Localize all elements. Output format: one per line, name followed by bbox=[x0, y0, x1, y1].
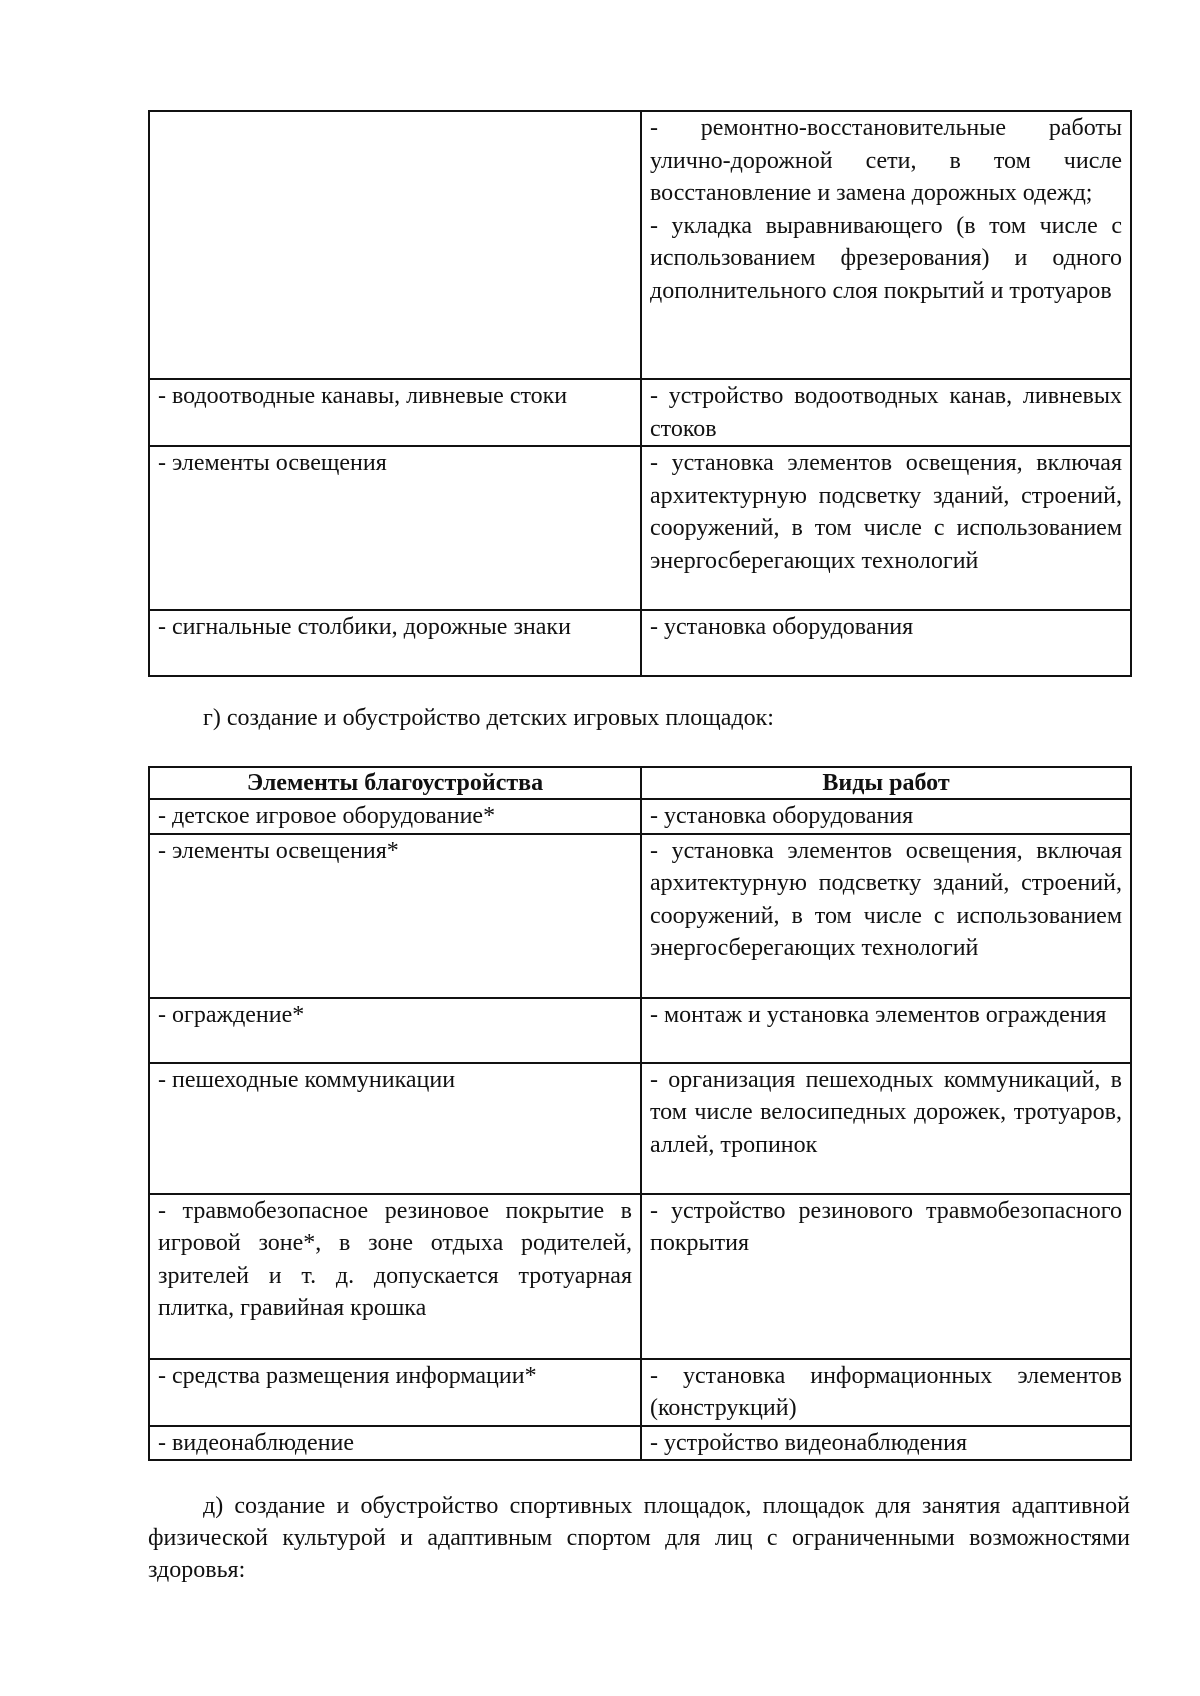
table-header-row bbox=[149, 767, 1131, 799]
work-cell: - установка информационных элементов (конструкций) bbox=[641, 1359, 1131, 1426]
section-g-heading: г) создание и обустройство детских игровых площадок: bbox=[203, 705, 774, 731]
column-header-elements: Элементы благоустройства bbox=[149, 767, 641, 799]
element-cell: - водоотводные канавы, ливневые стоки bbox=[149, 379, 641, 446]
work-cell: - установка оборудования bbox=[641, 610, 1131, 676]
table-row bbox=[149, 834, 1131, 998]
table-row bbox=[149, 998, 1131, 1063]
work-cell-line: - укладка выравнивающего (в том числе с использованием фрезерования) и одного дополнительного слоя покрытий и тротуаров bbox=[650, 212, 1122, 304]
element-cell: - травмобезопасное резиновое покрытие в игровой зоне*, в зоне отдыха родителей, зрителей и т. д. допускается тротуарная плитка, гравийная крошка bbox=[149, 1194, 641, 1359]
element-cell: - элементы освещения* bbox=[149, 834, 641, 998]
element-cell: - детское игровое оборудование* bbox=[149, 799, 641, 834]
element-cell: - сигнальные столбики, дорожные знаки bbox=[149, 610, 641, 676]
work-cell: - установка элементов освещения, включая архитектурную подсветку зданий, строений, сооружений, в том числе с использованием энергосберегающих технологий bbox=[641, 446, 1131, 610]
section-d-heading: д) создание и обустройство спортивных площадок, площадок для занятия адаптивной физической культурой и адаптивным спортом для лиц с ограниченными возможностями здоровья: bbox=[148, 1493, 1130, 1583]
element-cell: - ограждение* bbox=[149, 998, 641, 1063]
element-cell: - элементы освещения bbox=[149, 446, 641, 610]
table-row bbox=[149, 446, 1131, 610]
table-row bbox=[149, 1063, 1131, 1194]
work-cell: - устройство водоотводных канав, ливневых стоков bbox=[641, 379, 1131, 446]
work-cell bbox=[641, 111, 1131, 379]
works-table-continued bbox=[148, 110, 1132, 677]
table-row bbox=[149, 1426, 1131, 1461]
work-cell: - монтаж и установка элементов ограждения bbox=[641, 998, 1131, 1063]
table-row bbox=[149, 799, 1131, 834]
work-cell: - организация пешеходных коммуникаций, в том числе велосипедных дорожек, тротуаров, аллей, тропинок bbox=[641, 1063, 1131, 1194]
table-row bbox=[149, 610, 1131, 676]
table-row bbox=[149, 1194, 1131, 1359]
work-cell-line: - ремонтно-восстановительные работы улично-дорожной сети, в том числе восстановление и замена дорожных одежд; bbox=[650, 115, 1122, 206]
work-cell: - устройство видеонаблюдения bbox=[641, 1426, 1131, 1461]
playground-works-table bbox=[148, 766, 1132, 1461]
work-cell: - устройство резинового травмобезопасного покрытия bbox=[641, 1194, 1131, 1359]
table-row bbox=[149, 1359, 1131, 1426]
work-cell: - установка элементов освещения, включая архитектурную подсветку зданий, строений, сооружений, в том числе с использованием энергосберегающих технологий bbox=[641, 834, 1131, 998]
element-cell: - видеонаблюдение bbox=[149, 1426, 641, 1461]
column-header-works: Виды работ bbox=[641, 767, 1131, 799]
element-cell bbox=[149, 111, 641, 379]
element-cell: - пешеходные коммуникации bbox=[149, 1063, 641, 1194]
work-cell: - установка оборудования bbox=[641, 799, 1131, 834]
table-row bbox=[149, 379, 1131, 446]
element-cell: - средства размещения информации* bbox=[149, 1359, 641, 1426]
table-row bbox=[149, 111, 1131, 379]
